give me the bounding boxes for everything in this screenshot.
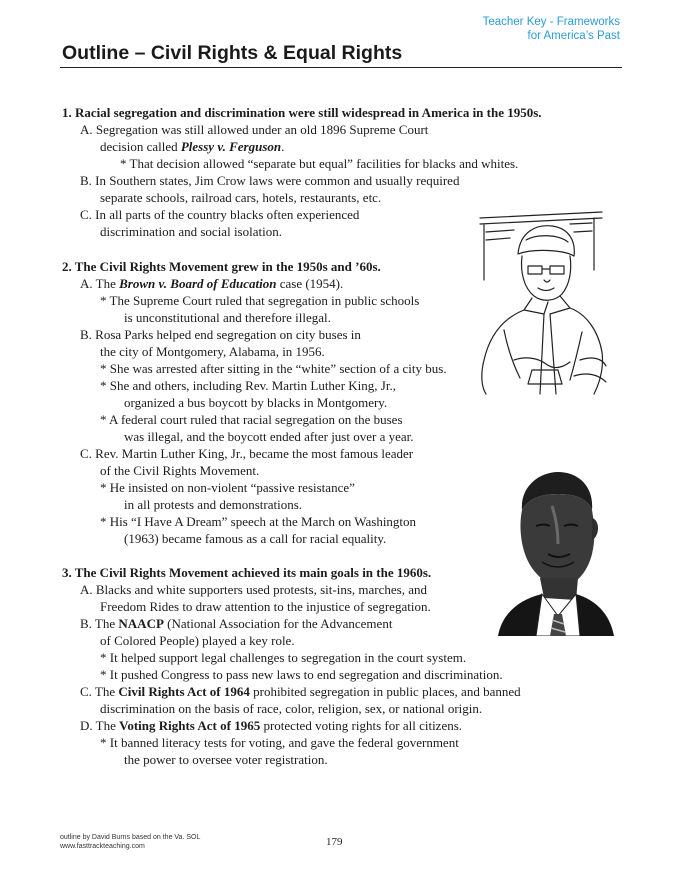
outline-line: * It helped support legal challenges to segregation in the court system.: [100, 650, 467, 665]
case-name: Brown v. Board of Education: [119, 275, 277, 291]
organization-name: NAACP: [118, 616, 164, 631]
rosa-parks-illustration: [474, 210, 608, 396]
footer-credit: [60, 833, 200, 851]
outline-line: the power to oversee voter registration.: [124, 752, 328, 767]
section-1-heading: 1. Racial segregation and discrimination were still widespread in America in the 1950s.: [62, 105, 542, 120]
outline-line: is unconstitutional and therefore illegal.: [124, 309, 331, 325]
footer-credit-line1: outline by David Burns based on the Va. SOL: [60, 834, 201, 841]
outline-line: A. The Brown v. Board of Education case (1954).: [80, 275, 344, 291]
outline-line: of the Civil Rights Movement.: [100, 462, 260, 478]
law-name: Voting Rights Act of 1965: [119, 718, 261, 733]
outline-line: organized a bus boycott by blacks in Montgomery.: [124, 394, 388, 410]
outline-line: D. The Voting Rights Act of 1965 protected voting rights for all citizens.: [80, 718, 463, 733]
outline-line: discrimination on the basis of race, color, religion, sex, or national origin.: [100, 701, 483, 716]
outline-line: * It pushed Congress to pass new laws to end segregation and discrimination.: [100, 667, 503, 682]
outline-line: Freedom Rides to draw attention to the injustice of segregation.: [100, 599, 431, 614]
outline-line: in all protests and demonstrations.: [124, 496, 303, 512]
outline-line: * A federal court ruled that racial segregation on the buses: [100, 411, 403, 427]
outline-line: discrimination and social isolation.: [100, 224, 282, 239]
page-number: 179: [326, 836, 343, 848]
page-title: Outline – Civil Rights & Equal Rights: [62, 42, 403, 64]
outline-line: (1963) became famous as a call for racial equality.: [124, 530, 387, 546]
law-name: Civil Rights Act of 1964: [118, 684, 250, 699]
outline-line: A. Blacks and white supporters used protests, sit-ins, marches, and: [80, 582, 427, 597]
outline-line: C. Rev. Martin Luther King, Jr., became the most famous leader: [80, 445, 414, 461]
outline-line: C. In all parts of the country blacks often experienced: [80, 207, 360, 222]
footer-website: www.fasttrackteaching.com: [60, 843, 145, 850]
outline-line: B. Rosa Parks helped end segregation on city buses in: [80, 326, 361, 342]
outline-line: the city of Montgomery, Alabama, in 1956.: [100, 343, 325, 359]
teacher-key-note-line2: for America’s Past: [527, 30, 620, 42]
outline-line: B. The NAACP (National Association for the Advancement: [80, 616, 393, 631]
title-divider: [60, 67, 622, 68]
outline-line: B. In Southern states, Jim Crow laws were common and usually required: [80, 173, 460, 188]
outline-line: * She and others, including Rev. Martin Luther King, Jr.,: [100, 377, 396, 393]
outline-line: C. The Civil Rights Act of 1964 prohibited segregation in public places, and banned: [80, 684, 521, 699]
case-name: Plessy v. Ferguson: [180, 139, 282, 154]
outline-body: [62, 104, 602, 768]
outline-line: A. Segregation was still allowed under an old 1896 Supreme Court: [80, 122, 429, 137]
outline-line: * It banned literacy tests for voting, and gave the federal government: [100, 735, 459, 750]
outline-line: was illegal, and the boycott ended after just over a year.: [124, 428, 414, 444]
outline-line: separate schools, railroad cars, hotels, restaurants, etc.: [100, 190, 382, 205]
outline-line: * He insisted on non-violent “passive resistance”: [100, 479, 355, 495]
section-2-heading: 2. The Civil Rights Movement grew in the 1950s and ’60s.: [62, 258, 381, 274]
teacher-key-note-line1: Teacher Key - Frameworks: [482, 16, 620, 28]
section-3-heading: 3. The Civil Rights Movement achieved its main goals in the 1960s.: [62, 565, 432, 580]
outline-line: * The Supreme Court ruled that segregation in public schools: [100, 292, 420, 308]
outline-line: * She was arrested after sitting in the “white” section of a city bus.: [100, 360, 447, 376]
outline-line: * His “I Have A Dream” speech at the March on Washington: [100, 513, 417, 529]
outline-line: of Colored People) played a key role.: [100, 633, 295, 648]
outline-line: * That decision allowed “separate but equal” facilities for blacks and whites.: [120, 156, 519, 171]
mlk-portrait-illustration: [492, 466, 618, 636]
outline-line: decision called Plessy v. Ferguson.: [100, 139, 285, 154]
teacher-key-note: [483, 15, 620, 43]
